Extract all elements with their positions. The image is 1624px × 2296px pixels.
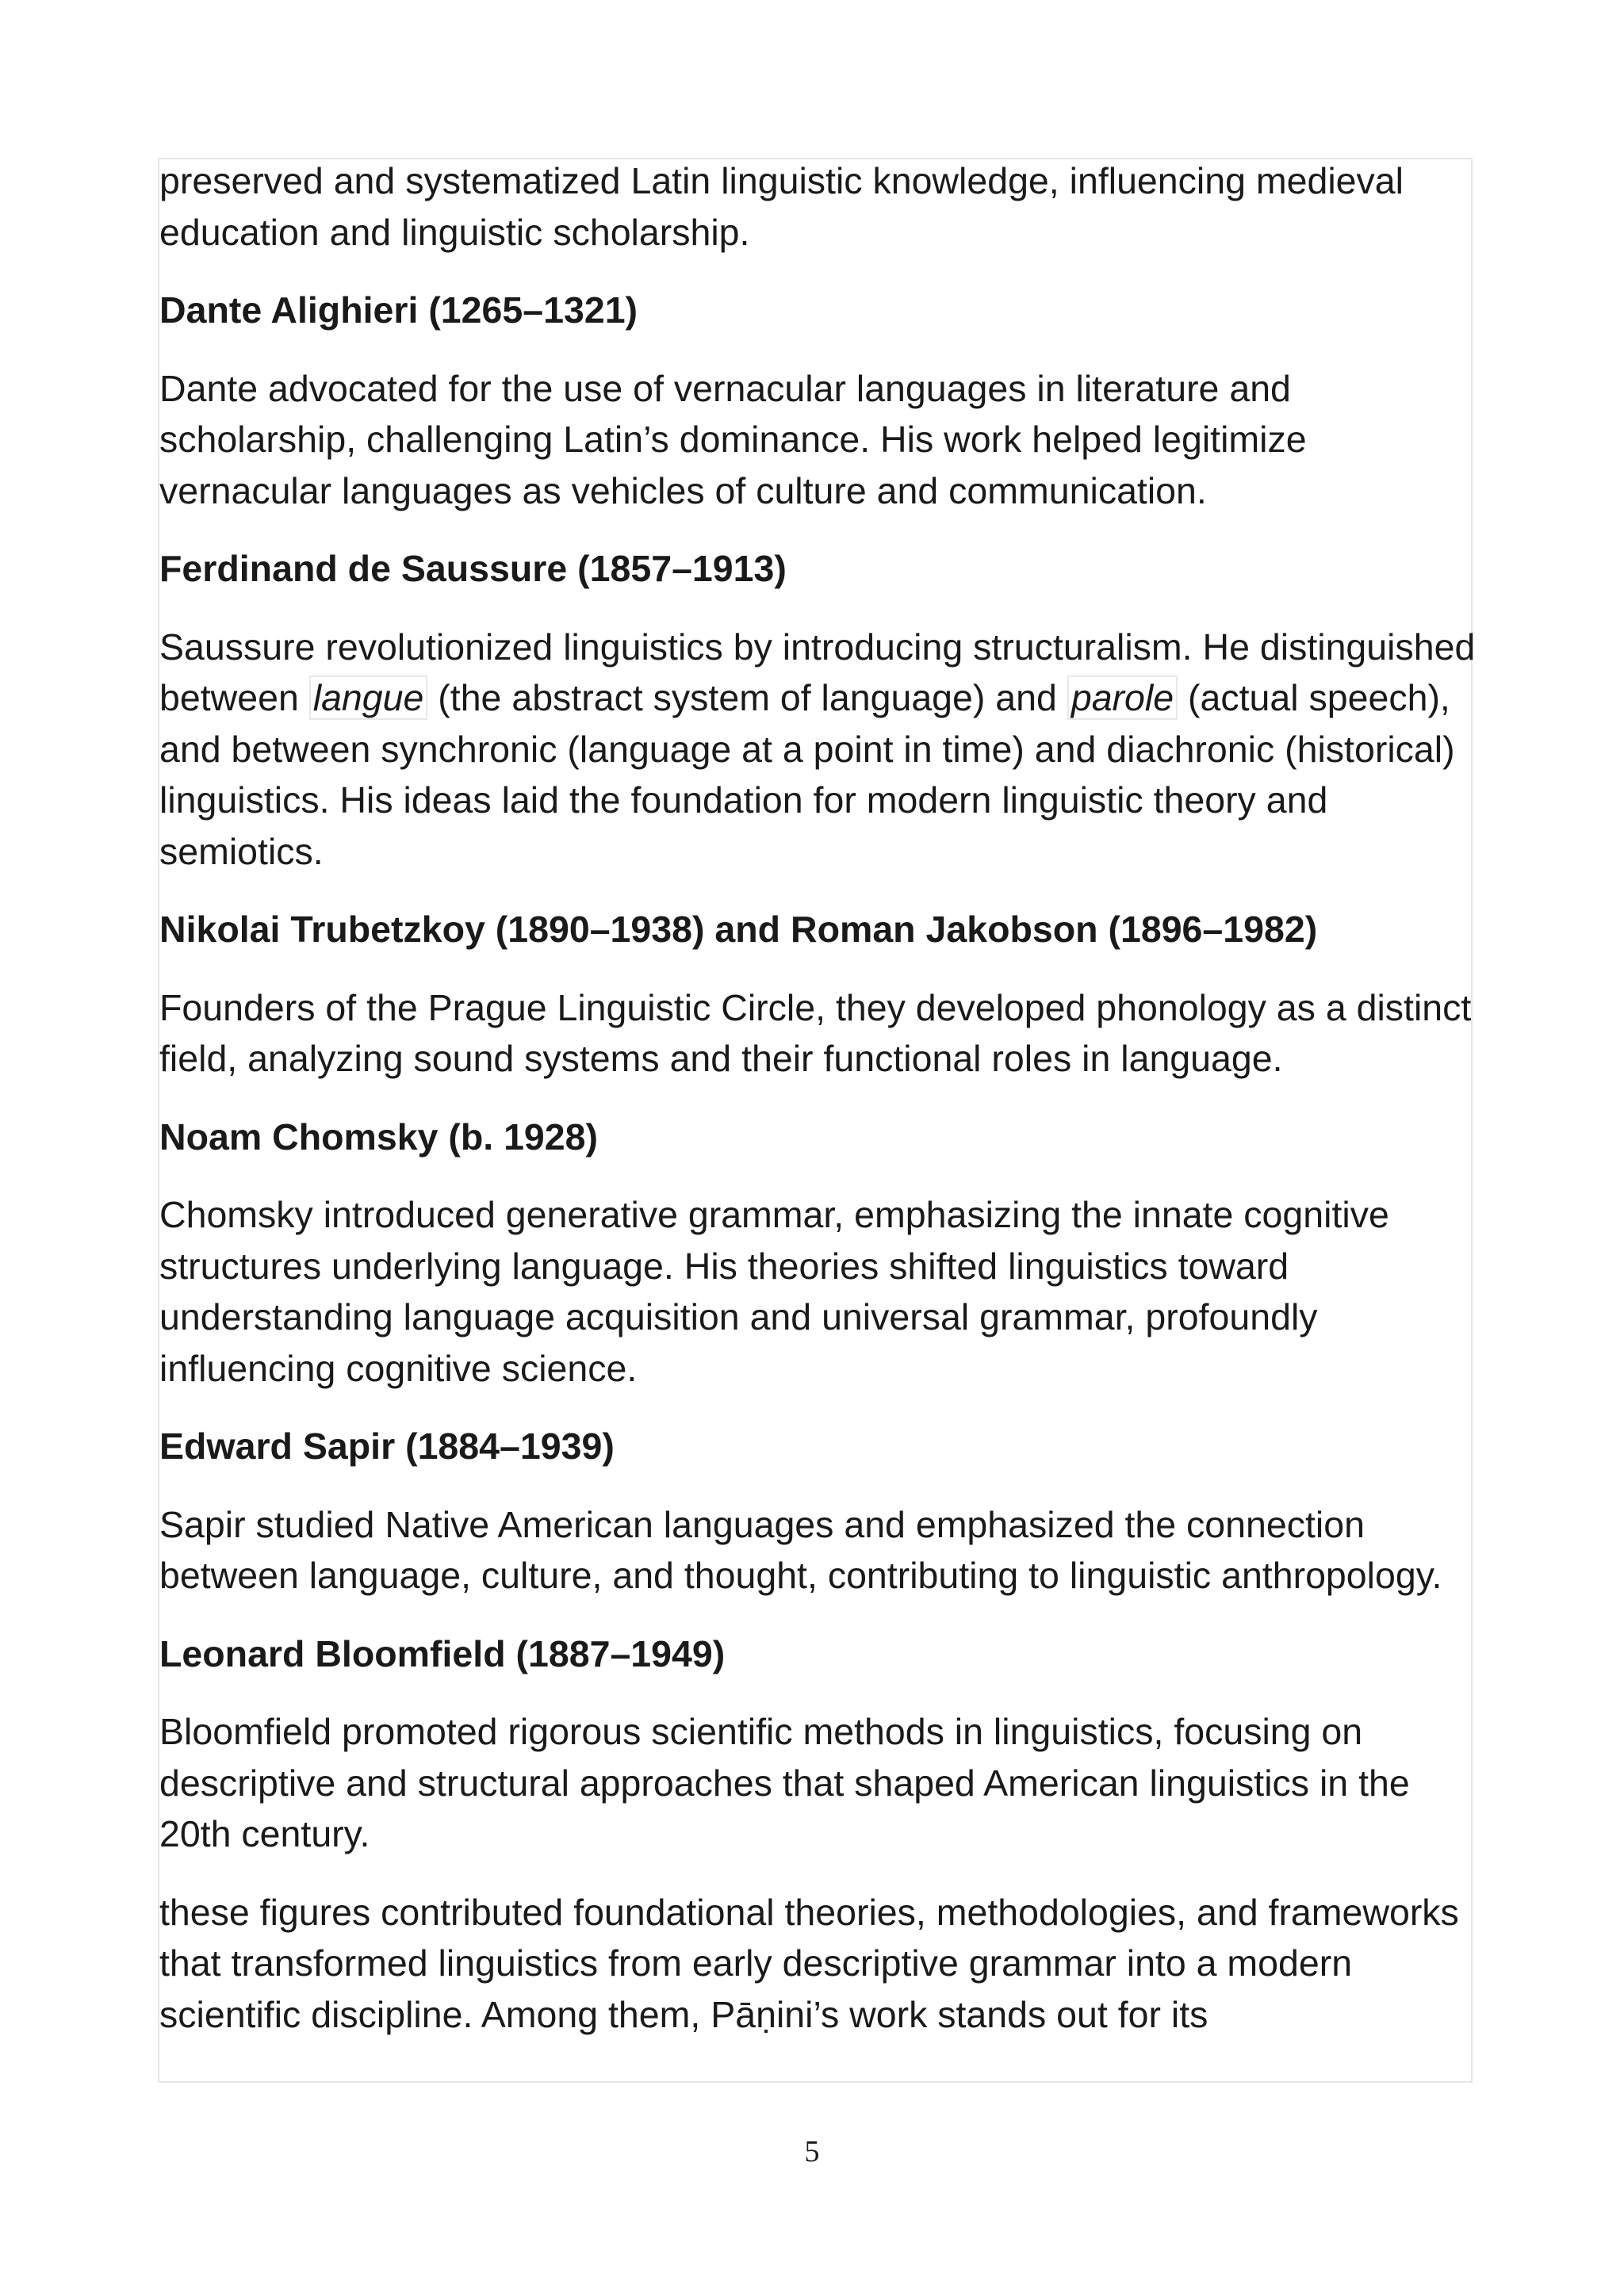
conclusion-paragraph: these figures contributed foundational theories, methodologies, and frameworks that transformed linguistics from early descriptive grammar into a modern scientific discipline. Among them, Pāṇini’s work stands out for its <box>159 1891 1459 2035</box>
saussure-paragraph <box>159 622 1476 878</box>
bloomfield-heading: Leonard Bloomfield (1887–1949) <box>159 1632 726 1674</box>
saussure-heading: Ferdinand de Saussure (1857–1913) <box>159 548 787 589</box>
chomsky-paragraph: Chomsky introduced generative grammar, emphasizing the innate cognitive structures underlying language. His theories shifted linguistics toward understanding language acquisition and universal grammar, profoundly influencing cognitive science. <box>159 1194 1389 1389</box>
sapir-heading: Edward Sapir (1884–1939) <box>159 1425 615 1467</box>
saussure-text-part1: Saussure revolutionized linguistics by introducing structuralism. He distinguished between <box>159 626 1476 718</box>
page-number: 5 <box>804 2135 820 2168</box>
chomsky-heading: Noam Chomsky (b. 1928) <box>159 1115 599 1158</box>
saussure-text-part2: (the abstract system of language) and <box>427 677 1067 718</box>
bloomfield-paragraph: Bloomfield promoted rigorous scientific methods in linguistics, focusing on descriptive and structural approaches that shaped American linguistics in the 20th century. <box>159 1711 1410 1854</box>
intro-continuation-paragraph: preserved and systematized Latin linguistic knowledge, influencing medieval education and linguistic scholarship. <box>159 160 1404 253</box>
saussure-text-part3: (actual speech), and between synchronic (language at a point in time) and diachronic (historical) linguistics. His ideas laid the foundation for modern linguistic theory and semiotics. <box>159 677 1455 872</box>
langue-term: langue <box>309 675 428 720</box>
prague-circle-paragraph: Founders of the Prague Linguistic Circle, they developed phonology as a distinct field, analyzing sound systems and their functional roles in language. <box>159 986 1472 1079</box>
dante-heading: Dante Alighieri (1265–1321) <box>159 289 638 331</box>
dante-paragraph: Dante advocated for the use of vernacular languages in literature and scholarship, challenging Latin’s dominance. His work helped legitimize vernacular languages as vehicles of culture and communication. <box>159 367 1307 511</box>
document-body <box>159 155 1476 2067</box>
prague-circle-heading: Nikolai Trubetzkoy (1890–1938) and Roman Jakobson (1896–1982) <box>159 909 1318 950</box>
parole-term: parole <box>1067 675 1178 720</box>
sapir-paragraph: Sapir studied Native American languages and emphasized the connection between language, culture, and thought, contributing to linguistic anthropology. <box>159 1503 1442 1596</box>
